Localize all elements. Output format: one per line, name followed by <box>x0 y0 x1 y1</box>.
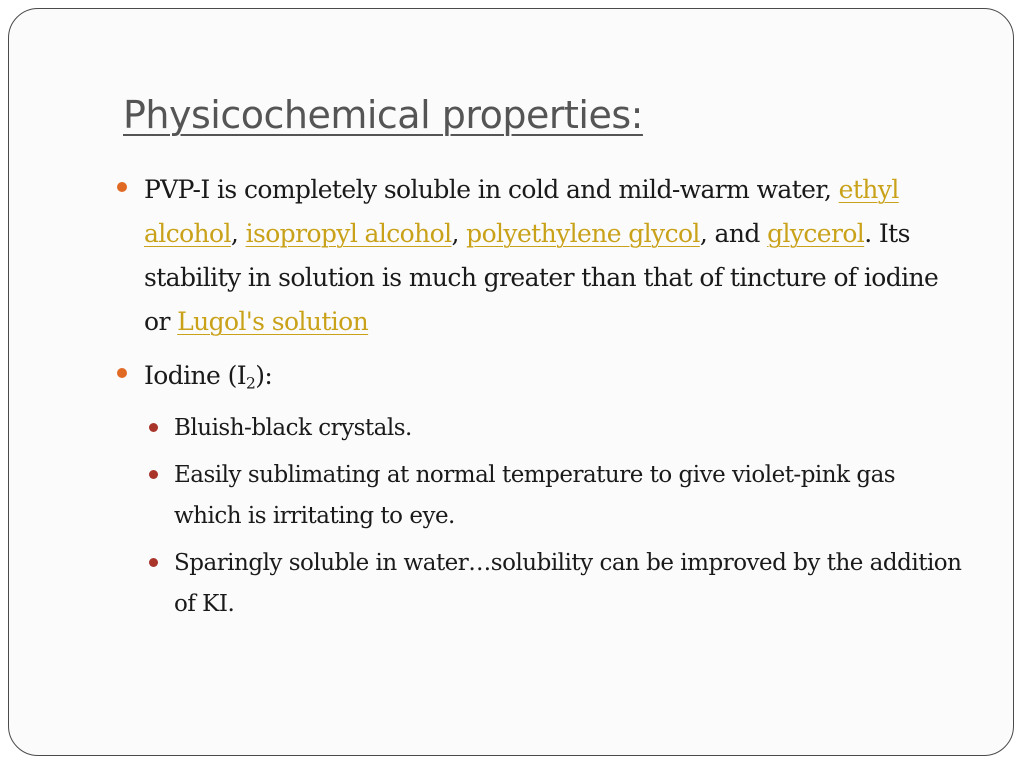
sub-bullet-text: Bluish-black crystals. <box>174 415 412 441</box>
slide-content <box>114 168 964 631</box>
bullet-dot-icon <box>117 182 127 192</box>
pvp-i-text-2: . Its stability in solution is much greater than that of tincture of iodine or <box>144 219 939 336</box>
link-polyethylene-glycol[interactable]: polyethylene glycol <box>466 219 700 248</box>
iodine-subscript: 2 <box>246 374 256 393</box>
separator-text: , <box>230 219 246 248</box>
bullet-iodine <box>114 354 964 398</box>
link-lugols-solution[interactable]: Lugol's solution <box>177 307 369 336</box>
iodine-prefix: Iodine (I <box>144 361 246 390</box>
link-ethyl-alcohol[interactable]: ethyl alcohol <box>144 175 899 248</box>
iodine-suffix: ): <box>255 361 273 390</box>
slide-title: Physicochemical properties: <box>123 93 643 137</box>
sub-bullet-dot-icon <box>149 423 158 432</box>
sub-bullet-dot-icon <box>149 558 158 567</box>
sub-bullet-solubility <box>146 543 964 625</box>
pvp-i-text-1: PVP-I is completely soluble in cold and mild-warm water, <box>144 175 839 204</box>
sub-bullet-dot-icon <box>149 470 158 479</box>
link-isopropyl-alcohol[interactable]: isopropyl alcohol <box>245 219 452 248</box>
bullet-dot-icon <box>117 368 127 378</box>
sub-bullet-text: Sparingly soluble in water…solubility can be improved by the addition of KI. <box>174 550 962 617</box>
sub-bullet-text: Easily sublimating at normal temperature to give violet-pink gas which is irritating to eye. <box>174 462 896 529</box>
separator-text: , <box>451 219 467 248</box>
bullet-pvp-i <box>114 168 964 344</box>
sub-bullet-sublimating <box>146 455 964 537</box>
link-glycerol[interactable]: glycerol <box>767 219 865 248</box>
separator-text: , and <box>699 219 768 248</box>
sub-bullet-crystals <box>146 408 964 449</box>
